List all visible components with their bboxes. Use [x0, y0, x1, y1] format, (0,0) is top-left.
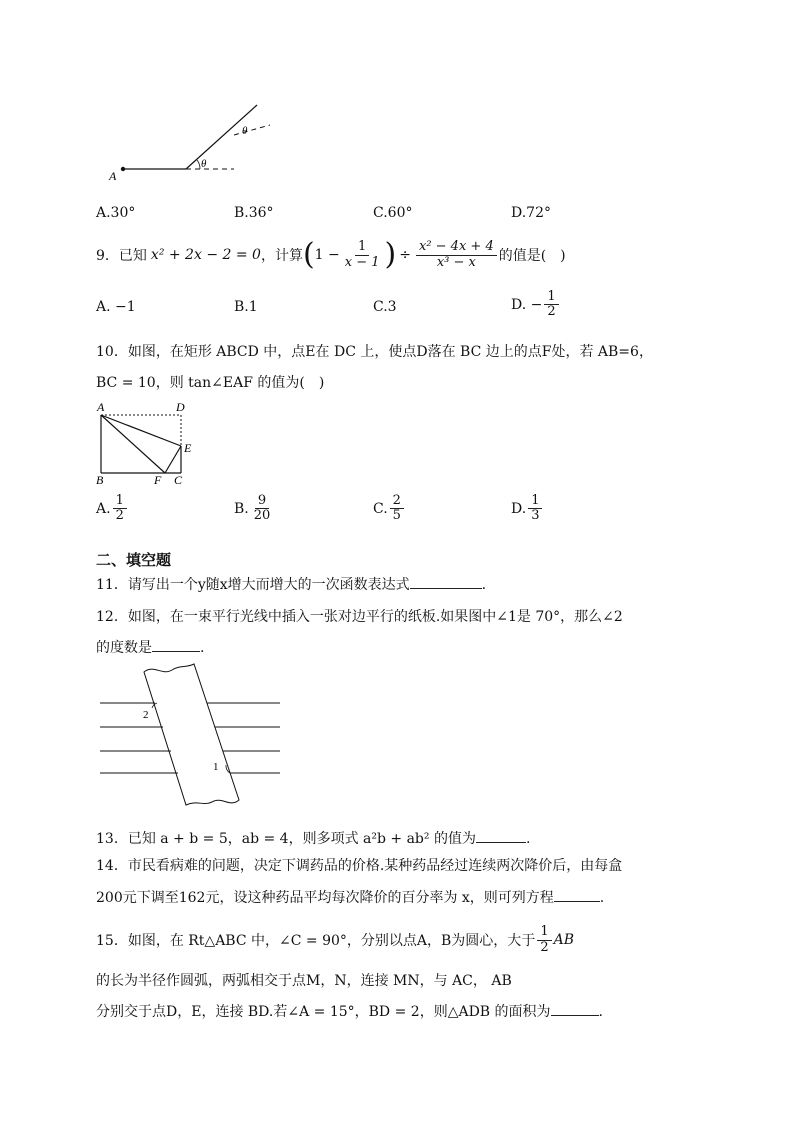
q9-option-d-prefix: D. − [511, 296, 543, 313]
q15-line1-post: AB [553, 932, 574, 948]
q9-one: 1 − [314, 247, 340, 263]
q9-option-a: A. −1 [96, 299, 136, 315]
q15-blank [551, 1003, 599, 1016]
q9-div: ÷ [399, 247, 411, 263]
q10-optd-numerator: 1 [528, 494, 542, 509]
q12-end: . [200, 640, 205, 656]
fig8-theta-bottom: θ [201, 158, 207, 170]
q11 [96, 574, 486, 594]
q15-fraction [537, 925, 551, 955]
q9-left-paren: ( [302, 237, 315, 272]
fig10-label-e: E [184, 441, 192, 455]
q8-option-b: B.36° [234, 205, 274, 221]
q10-figure [92, 398, 204, 488]
q10-line1: 10．如图，在矩形 ABCD 中，点E在 DC 上，使点D落在 BC 边上的点F处，若 AB=6， [96, 344, 653, 360]
q9-tail: 的值是( ) [498, 248, 566, 264]
q10-opta-numerator: 1 [113, 494, 127, 509]
q13-blank [476, 830, 526, 843]
q15-end: . [598, 1004, 603, 1020]
section-title: 二、填空题 [96, 551, 172, 569]
fig12-label-1: 1 [213, 761, 219, 773]
q9-f1-denominator: x − 1 [344, 254, 380, 270]
fig10-label-f: F [154, 473, 162, 487]
q15-line2: 的长为半径作圆弧，两弧相交于点M，N，连接 MN，与 AC， AB [96, 973, 512, 989]
q10-line2: BC = 10，则 tan∠EAF 的值为( ) [96, 375, 325, 391]
q9-option-b: B.1 [234, 299, 258, 315]
q12-line1: 12．如图，在一束平行光线中插入一张对边平行的纸板.如果图中∠1是 70°，那么∠2 [96, 609, 623, 625]
q9-option-c: C.3 [373, 299, 397, 315]
q8-option-a: A.30° [96, 205, 136, 221]
q9-num: 9．已知 [96, 248, 147, 264]
q13 [96, 828, 530, 848]
q14-line1: 14．市民看病难的问题，决定下调药品的价格.某种药品经过连续两次降价后，由每盒 [96, 858, 623, 874]
q12-line2-text: 的度数是 [96, 640, 152, 656]
q10-optc-denominator: 5 [392, 508, 401, 524]
q9-mid: ，计算 [260, 248, 303, 264]
q10-option-c [373, 494, 406, 524]
q9-condition: x² + 2x − 2 = 0 [150, 247, 261, 263]
q11-blank [410, 576, 482, 589]
q12-blank [152, 639, 200, 652]
fig8-label-a: A [109, 169, 117, 183]
q15-frac-denominator: 2 [540, 939, 549, 955]
q9-f1-numerator: 1 [355, 240, 369, 255]
q9-fraction-1 [342, 240, 383, 270]
q8-option-c: C.60° [373, 205, 413, 221]
q9-right-paren: ) [384, 237, 397, 272]
q9-optd-numerator: 1 [544, 290, 558, 305]
q10-option-c-fraction [390, 494, 404, 524]
q9-option-d [511, 290, 561, 320]
q10-option-c-prefix: C. [373, 500, 388, 517]
fig10-label-a: A [97, 400, 105, 414]
q10-option-b-fraction [251, 494, 274, 524]
q10-optc-numerator: 2 [390, 494, 404, 509]
fig10-label-c: C [174, 473, 183, 487]
fig8-theta-top: θ [242, 125, 248, 137]
q13-end: . [525, 831, 531, 847]
q12-line2 [96, 637, 204, 657]
q12-figure [96, 660, 286, 810]
q10-option-a [96, 494, 129, 524]
q10-optb-denominator: 20 [253, 508, 271, 524]
q10-option-d [511, 494, 544, 524]
q9-optd-denominator: 2 [547, 304, 556, 320]
fig10-label-d: D [176, 400, 185, 414]
q11-end: . [481, 577, 487, 593]
fig12-label-2: 2 [143, 709, 149, 721]
q10-option-b [234, 494, 275, 524]
q15-line1-pre: 15．如图，在 Rt△ABC 中，∠C = 90°，分别以点A，B为圆心，大于 [96, 933, 536, 949]
q10-option-d-fraction [528, 494, 542, 524]
q15-line1 [96, 920, 574, 960]
q10-opta-denominator: 2 [115, 508, 124, 524]
q14-line2-text: 200元下调至162元，设这种药品平均每次降价的百分率为 x，则可列方程 [96, 890, 554, 906]
q9-fraction-2 [416, 240, 497, 270]
q10-option-a-prefix: A. [96, 500, 111, 517]
fig10-label-b: B [96, 473, 104, 487]
q13-text: 13．已知 a + b = 5，ab = 4，则多项式 a²b + ab² 的值为 [96, 831, 476, 847]
q9-stem [96, 236, 566, 274]
q11-text: 11．请写出一个y随x增大而增大的一次函数表达式 [96, 577, 410, 593]
q14-blank [554, 889, 600, 902]
q15-frac-numerator: 1 [537, 925, 551, 940]
q15-line3-text: 分别交于点D，E，连接 BD.若∠A = 15°，BD = 2，则△ADB 的面积为 [96, 1004, 551, 1020]
q14-end: . [599, 890, 605, 906]
q10-optd-denominator: 3 [531, 508, 540, 524]
q10-optb-numerator: 9 [255, 494, 269, 509]
q10-option-b-prefix: B. [234, 500, 249, 517]
q9-option-d-fraction [544, 290, 558, 320]
q10-option-a-fraction [113, 494, 127, 524]
q15-line3 [96, 1001, 603, 1021]
q14-line2 [96, 887, 604, 907]
q9-f2-denominator: x³ − x [436, 254, 476, 270]
q9-f2-numerator: x² − 4x + 4 [416, 240, 497, 255]
q8-figure [100, 98, 280, 188]
q8-option-d: D.72° [511, 205, 551, 221]
q10-option-d-prefix: D. [511, 500, 527, 517]
